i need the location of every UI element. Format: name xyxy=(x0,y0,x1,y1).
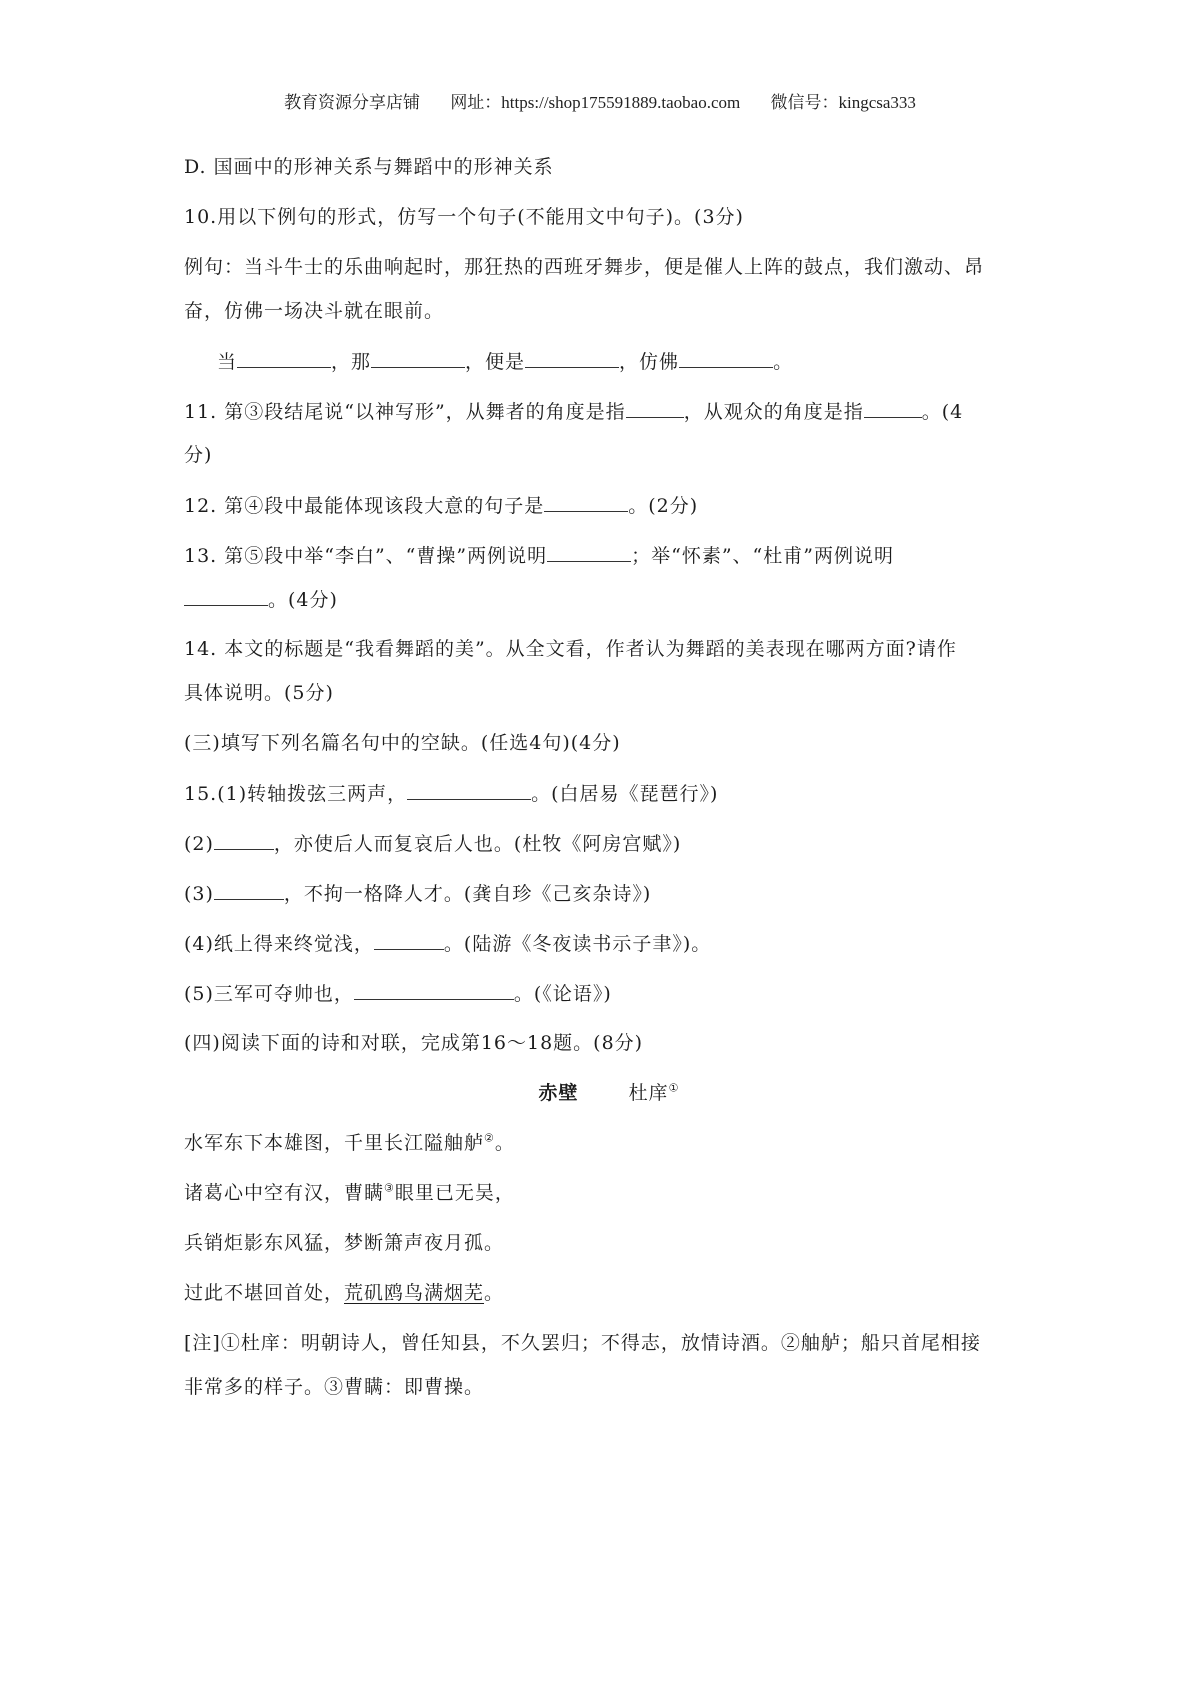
page-header xyxy=(0,88,1200,113)
question-14-line-1: 14. 本文的标题是“我看舞蹈的美”。从全文看，作者认为舞蹈的美表现在哪两方面?请作 xyxy=(184,638,957,660)
answer-blank[interactable] xyxy=(214,831,274,850)
answer-blank[interactable] xyxy=(407,781,531,800)
poem-line-2: 诸葛心中空有汉，曹瞒③眼里已无吴， xyxy=(184,1181,515,1204)
answer-blank[interactable] xyxy=(354,981,514,1000)
poem-author: 杜庠 xyxy=(628,1082,669,1104)
header-url: 网址：https://shop175591889.taobao.com xyxy=(450,93,741,112)
question-15-item-1: 15.(1)转轴拨弦三两声， 。(白居易《琵琶行》) xyxy=(184,783,719,805)
answer-blank[interactable] xyxy=(371,349,465,368)
question-15-item-5: (5)三军可夺帅也， 。(《论语》) xyxy=(184,983,612,1005)
answer-blank[interactable] xyxy=(184,587,268,606)
question-15-item-2: (2) ，亦使后人而复哀后人也。(杜牧《阿房宫赋》) xyxy=(184,833,682,855)
poem-line-4: 过此不堪回首处，荒矶鸥鸟满烟芜。 xyxy=(184,1282,505,1304)
question-12: 12. 第④段中最能体现该段大意的句子是 。(2分) xyxy=(184,495,699,517)
question-9-option-d: D. 国画中的形神关系与舞蹈中的形神关系 xyxy=(184,156,554,178)
header-wechat: 微信号：kingcsa333 xyxy=(770,93,916,112)
poem-notes-line-1: [注]①杜庠：明朝诗人，曾任知县，不久罢归；不得志，放情诗酒。②舳舻；船只首尾相接 xyxy=(184,1332,981,1354)
poem-title: 赤壁 xyxy=(538,1082,579,1104)
question-10-example-line-1: 例句：当斗牛士的乐曲响起时，那狂热的西班牙舞步，便是催人上阵的鼓点，我们激动、昂 xyxy=(184,256,985,278)
poem-notes-line-2: 非常多的样子。③曹瞒：即曹操。 xyxy=(184,1376,485,1398)
question-11-line-1: 11. 第③段结尾说“以神写形”，从舞者的角度是指 ，从观众的角度是指 。(4 xyxy=(184,401,964,423)
answer-blank[interactable] xyxy=(544,493,628,512)
section-3-heading: (三)填写下列名篇名句中的空缺。(任选4句)(4分) xyxy=(184,732,621,754)
document-body xyxy=(184,155,1034,1400)
answer-blank[interactable] xyxy=(525,349,619,368)
question-15-item-3: (3) ，不拘一格降人才。(龚自珍《己亥杂诗》) xyxy=(184,883,652,905)
answer-blank[interactable] xyxy=(547,543,631,562)
question-14-line-2: 具体说明。(5分) xyxy=(184,682,334,704)
answer-blank[interactable] xyxy=(864,399,922,418)
question-13-line-2: 。(4分) xyxy=(184,587,1034,612)
answer-blank[interactable] xyxy=(214,881,284,900)
poem-title-row xyxy=(184,1081,1034,1106)
poem-line-1: 水军东下本雄图，千里长江隘舳舻②。 xyxy=(184,1131,515,1154)
poem-author-note: ① xyxy=(668,1081,680,1095)
question-13-line-1: 13. 第⑤段中举“李白”、“曹操”两例说明 ；举“怀素”、“杜甫”两例说明 xyxy=(184,545,894,567)
answer-blank[interactable] xyxy=(679,349,773,368)
answer-blank[interactable] xyxy=(626,399,684,418)
question-10-stem: 10.用以下例句的形式，仿写一个句子(不能用文中句子)。(3分) xyxy=(184,206,744,228)
answer-blank[interactable] xyxy=(237,349,331,368)
answer-blank[interactable] xyxy=(374,931,444,950)
underlined-phrase: 荒矶鸥鸟满烟芜 xyxy=(344,1282,485,1304)
section-4-heading: (四)阅读下面的诗和对联，完成第16～18题。(8分) xyxy=(184,1032,644,1054)
header-shop: 教育资源分享店铺 xyxy=(284,93,421,112)
question-10-fill-line: 当 ，那 ，便是 ，仿佛 。 xyxy=(217,351,794,373)
question-11-line-2: 分) xyxy=(184,444,213,466)
question-10-example-line-2: 奋，仿佛一场决斗就在眼前。 xyxy=(184,300,445,322)
question-15-item-4: (4)纸上得来终觉浅， 。(陆游《冬夜读书示子聿》)。 xyxy=(184,933,712,955)
poem-line-3: 兵销炬影东风猛，梦断箫声夜月孤。 xyxy=(184,1232,505,1254)
